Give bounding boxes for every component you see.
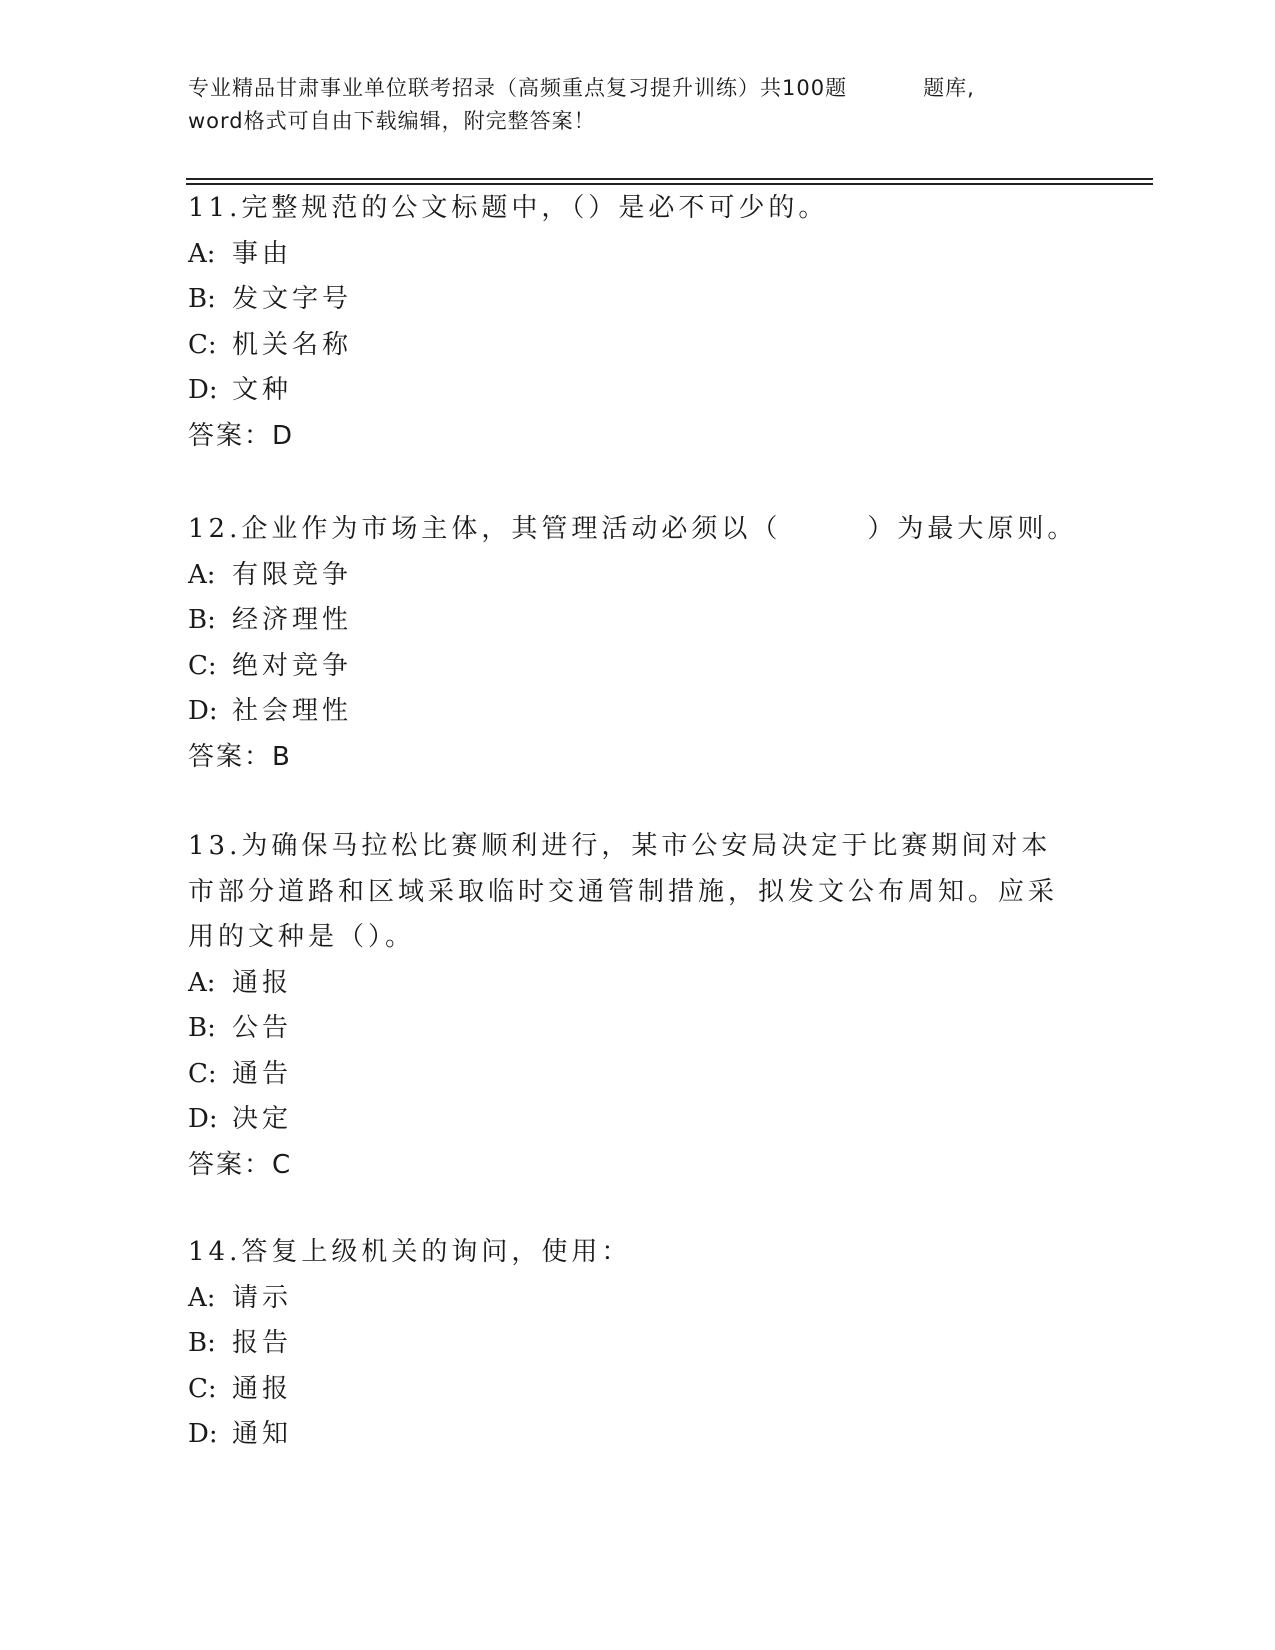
option-key: D: <box>188 375 218 405</box>
option-key: A: <box>188 559 216 590</box>
option-c <box>188 644 1078 690</box>
answer-line: 答案：C <box>188 1149 293 1180</box>
question-number: 13. <box>188 831 242 861</box>
question-stem <box>188 507 1078 553</box>
option-a <box>188 961 1078 1007</box>
document-header <box>188 72 1088 138</box>
option-text: 社会理性 <box>232 696 353 726</box>
question-stem <box>188 824 1078 961</box>
question-number: 14. <box>188 1237 242 1267</box>
option-b <box>188 1321 1078 1367</box>
question-text-after-blank: ）为最大原则。 <box>867 514 1078 544</box>
option-key: A: <box>188 238 216 269</box>
question-11 <box>188 186 1078 459</box>
option-text: 有限竞争 <box>232 559 353 590</box>
option-c <box>188 1052 1078 1098</box>
question-stem <box>188 1230 1078 1276</box>
option-text: 通告 <box>232 1058 293 1089</box>
option-c <box>188 1367 1078 1413</box>
option-text: 机关名称 <box>232 329 353 360</box>
option-text: 事由 <box>232 238 293 269</box>
option-d <box>188 1412 1078 1458</box>
option-a <box>188 1276 1078 1322</box>
question-13 <box>188 824 1078 1188</box>
option-text: 发文字号 <box>232 284 353 314</box>
option-text: 请示 <box>232 1282 293 1313</box>
option-text: 经济理性 <box>232 605 353 635</box>
option-text: 绝对竞争 <box>232 650 353 681</box>
option-key: B: <box>188 1013 216 1043</box>
option-b <box>188 1006 1078 1052</box>
option-key: A: <box>188 967 216 998</box>
option-key: C: <box>188 1373 217 1404</box>
question-text: 完整规范的公文标题中，（）是必不可少的。 <box>241 193 829 223</box>
option-text: 通报 <box>232 967 293 998</box>
header-divider-bottom <box>186 183 1153 185</box>
answer-line: 答案：B <box>188 741 292 772</box>
option-key: C: <box>188 329 217 360</box>
question-12 <box>188 507 1078 780</box>
header-title-suffix: 题库, <box>923 76 975 100</box>
option-d <box>188 368 1078 414</box>
header-line-1 <box>188 72 1088 105</box>
question-number: 11. <box>188 193 242 223</box>
option-text: 通报 <box>232 1373 293 1404</box>
header-title: 专业精品甘肃事业单位联考招录（高频重点复习提升训练）共100题 <box>188 76 848 100</box>
question-number: 12. <box>188 514 242 544</box>
option-key: B: <box>188 1328 216 1358</box>
option-d <box>188 1097 1078 1143</box>
question-text: 答复上级机关的询问，使用： <box>241 1237 632 1267</box>
option-a <box>188 232 1078 278</box>
option-b <box>188 277 1078 323</box>
option-a <box>188 553 1078 599</box>
question-text-before-blank: 企业作为市场主体，其管理活动必须以（ <box>241 514 782 544</box>
answer-line: 答案：D <box>188 420 295 451</box>
option-key: D: <box>188 1419 218 1449</box>
option-key: B: <box>188 605 216 635</box>
option-text: 决定 <box>232 1104 293 1134</box>
option-key: C: <box>188 1058 217 1089</box>
header-line-2: word格式可自由下载编辑，附完整答案！ <box>188 109 596 133</box>
option-text: 报告 <box>232 1328 293 1358</box>
option-c <box>188 323 1078 369</box>
option-key: A: <box>188 1282 216 1313</box>
option-key: D: <box>188 696 218 726</box>
option-text: 文种 <box>232 375 293 405</box>
option-key: C: <box>188 650 217 681</box>
option-d <box>188 689 1078 735</box>
option-text: 公告 <box>232 1013 293 1043</box>
option-text: 通知 <box>232 1419 293 1449</box>
option-b <box>188 598 1078 644</box>
question-text: 为确保马拉松比赛顺利进行，某市公安局决定于比赛期间对本市部分道路和区域采取临时交通管制措施，拟发文公布周知。应采用的文种是（）。 <box>188 831 1059 952</box>
header-divider-top <box>186 178 1153 180</box>
question-stem <box>188 186 1078 232</box>
question-14 <box>188 1230 1078 1458</box>
option-key: D: <box>188 1104 218 1134</box>
option-key: B: <box>188 284 216 314</box>
